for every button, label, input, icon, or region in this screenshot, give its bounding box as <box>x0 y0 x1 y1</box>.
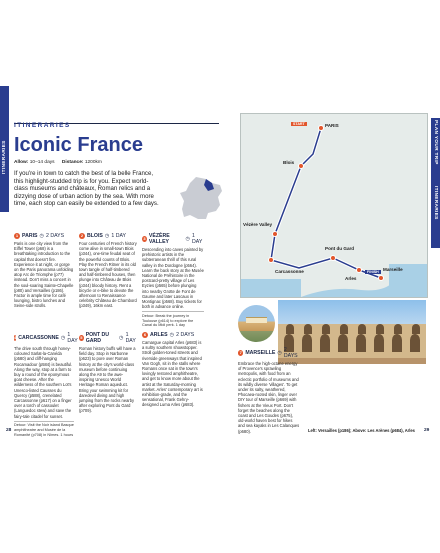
map-pin-arles[interactable] <box>356 267 362 273</box>
route-map[interactable] <box>240 113 428 298</box>
step-number: 1 <box>15 233 19 238</box>
step-body: Roman history buffs will have a field day. Stop in Narbonne (p623) to pore over Roman history at the city's world-class museum before continuing along the A9 to the awe-inspiring Unesco World Heritage Roman aqueduct. Bring your swimming kit for daredevil diving and high jumping from the rocks nearby after exploring Pont du Gard (p709). <box>79 346 136 414</box>
page-number-right: 29 <box>424 428 430 433</box>
section-label: ITINERARIES <box>14 122 71 129</box>
step-body: Descending into caves painted by prehistoric artists in the subterranean thrill of this rural valley in the Dordogne (p564). Learn the back story at the Musée National de Préhistoire in the postcard-pretty village of Les Eyzies (p565) before plunging into nearby Grotte de Font de Gaume and later Lascaux in Montignac (p568). Buy tickets for both in advance online. <box>142 247 204 310</box>
step-body: Paris is one city view from the Eiffel Tower (p68) is a breathtaking introduction to the capital that doesn't fire. Experience it at night, or gorge on the Paris panorama unfolding atop Arc de Triomphe (p77) instead. Don't miss a concert in the soul-soaring Sainte-Chapelle (p80) and Versailles (p186). Factor in ample time for café lounging, bistro lunches and Seine-side strolls. <box>14 241 74 309</box>
start-marker: START <box>293 122 305 126</box>
map-label-carcassonne: Carcassonne <box>275 269 304 274</box>
trip-facts <box>14 160 102 165</box>
step-days: 1 DAY <box>192 233 203 245</box>
step-body: Embrace the high-octane energy of Provence's sprawling metropolis, with food from an eclectic portfolio of museums and its wildly diverse 'villages'. To get under its salty, weathered, Phocaea-rooted skin, linger over DIY tour of Marseille (p669) with fishers at the Vieux Port. Don't forget the beaches along the coast and Les Goudes (p675), old-world haven best for hikes and sea kayaks in Les Calanques (p680). <box>238 361 300 434</box>
map-pin-pont-du-gard[interactable] <box>330 255 336 261</box>
map-label-vezere: Vézère Valley <box>243 222 273 227</box>
france-locator-icon <box>176 175 226 223</box>
step-number: 4 <box>14 335 17 340</box>
step-name: ARLES <box>150 332 168 338</box>
distance-label: Distance: <box>61 160 84 165</box>
map-pin-marseille[interactable] <box>378 275 384 281</box>
left-tab-label: ITINERARIES <box>2 140 7 174</box>
map-label-pont-du-gard: Pont du Gard <box>325 246 355 251</box>
photo-caption: Left: Versailles (p186); Above: Les Arènes (p684), Arles <box>308 428 415 433</box>
step-days: 1 DAY <box>111 233 126 239</box>
step-3: 3 VÉZÈRE VALLEY ◷ 1 DAY Descending into caves painted by prehistoric artists in the subterranean thrill of this rural valley in the Dordogne (p564). Learn the back story at the Musée National de Préhistoire in the postcard-pretty village of Les Eyzies (p565) before plunging into nearby Grotte de Font de Gaume and later Lascaux in Montignac (p568). Buy tickets for both in advance online. Detour: Break the journey in Toulouse (p614) to explore the Canal du Midi perk. 1 day <box>142 233 204 328</box>
step-body: The drive south through honey-coloured Sarlat-la-Canéda (p580) and cliff-hanging Rocamadour (p584) is beautiful. Along the way, stop at a farm to buy a round of the eponymous goat cheese. After the wilderness of the southern Lot's Unesco-listed Causses du Quercy (p588), crenelated Carcassonne (p617) on a finger over a torch of cassoulet (Languedoc stew) and save the fairy-tale citadel for sunset. <box>14 346 73 419</box>
map-pin-vezere[interactable] <box>272 231 278 237</box>
step-number: 6 <box>143 332 147 337</box>
map-pin-blois[interactable] <box>298 163 304 169</box>
step-body: Camargue capital Arles (p683) is a sultry southern showstopper. Stroll golden-toned streets and riverside greenways that inspired Van Gogh, sit in the stalls where Romans once sat in the town's lovingly restored amphitheatre, and get to know more about the artist at the Saturday-morning market. Arles' contemporary art is exhibition-grade, and the sensational, Frank Gehry-designed Luma Arles (p683). <box>142 340 203 408</box>
map-pin-carcassonne[interactable] <box>268 257 274 263</box>
step-number: 2 <box>80 233 84 238</box>
step-name: MARSEILLE <box>245 350 276 356</box>
step-4: 4 CARCASSONNE ◷ 1 DAY The drive south through honey-coloured Sarlat-la-Canéda (p580) and cliff-hanging Rocamadour (p584) is beautiful. Along the way, stop at a farm to buy a round of the eponymous goat cheese. After the wilderness of the southern Lot's Unesco-listed Causses du Quercy (p588), crenelated Carcassonne (p617) on a finger over a torch of cassoulet (Languedoc stew) and save the fairy-tale citadel for sunset. Detour: Visit the Noir island Basque amphitheatre and Musée de la Romanité (p708) in Nîmes. 1 hours <box>14 332 78 437</box>
page-title: Iconic France <box>14 134 143 156</box>
step-name: PONT DU GARD <box>85 332 110 344</box>
right-section-tab[interactable] <box>431 118 440 248</box>
step-number: 7 <box>239 350 242 355</box>
page-number-left: 28 <box>6 428 12 433</box>
left-section-tab[interactable] <box>0 86 9 212</box>
step-days: 1 DAY <box>125 332 136 344</box>
arenes-photo <box>278 300 426 364</box>
detour-note: Detour: Visit the Noir island Basque amphitheatre and Musée de la Romanité (p708) in Nîmes. 1 hours <box>14 421 74 438</box>
right-tab-label-2: ITINERARIES <box>433 186 438 220</box>
allow-label: Allow: <box>14 160 29 165</box>
step-days: 1 DAY <box>67 332 78 344</box>
step-body: Four centuries of French history come alive in small-town Blois (p344), one-time feudal seat of the powerful counts of Blois. Play the French Ritner in its old town tangle of half-timbered and half-timbered houses, then plunge into Château de Blois (p344) bloody history. Rent a bicycle or e-bike to devote the afternoon to Renaissance celebrity Château de Chambord (p349), 16km east. <box>79 241 137 309</box>
step-5: 5 PONT DU GARD ◷ 1 DAY Roman history buffs will have a field day. Stop in Narbonne (p623) to pore over Roman history at the city's world-class museum before continuing along the A9 to the awe-inspiring Unesco World Heritage Roman aqueduct. Bring your swimming kit for daredevil diving and high jumping from the rocks nearby after exploring Pont du Gard (p709). <box>79 332 136 414</box>
step-name: VÉZÈRE VALLEY <box>148 233 170 245</box>
step-7: 7 MARSEILLE ◷ 2 DAYS Embrace the high-octane energy of Provence's sprawling metropolis, with food from an eclectic portfolio of museums and its wildly diverse 'villages'. To get under its salty, weathered, Phocaea-rooted skin, linger over DIY tour of Marseille (p669) with fishers at the Vieux Port. Don't forget the beaches along the coast and Les Goudes (p675), old-world haven best for hikes and sea kayaks in Les Calanques (p680). <box>238 347 300 434</box>
step-name: PARIS <box>22 233 38 239</box>
step-days: 2 DAYS <box>283 347 298 359</box>
step-2: 2 BLOIS ◷ 1 DAY Four centuries of French history come alive in small-town Blois (p344), one-time feudal seat of the powerful counts of Blois. Play the French Ritner in its old town tangle of half-timbered and half-timbered houses, then plunge into Château de Blois (p344) bloody history. Rent a bicycle or e-bike to devote the afternoon to Renaissance celebrity Château de Chambord (p349), 16km east. <box>79 233 137 309</box>
detour-note: Detour: Break the journey in Toulouse (p614) to explore the Canal du Midi perk. 1 day <box>142 311 204 328</box>
map-label-blois: Blois <box>283 160 295 165</box>
arenes-arches <box>278 300 426 364</box>
step-name: BLOIS <box>87 233 103 239</box>
step-days: 2 DAYS <box>176 332 195 338</box>
map-pin-paris[interactable] <box>318 125 324 131</box>
finish-marker: FINISH <box>367 270 379 274</box>
step-1: 1 PARIS ◷ 2 DAYS Paris is one city view from the Eiffel Tower (p68) is a breathtaking introduction to the capital that doesn't fire. Experience it at night, or gorge on the Paris panorama unfolding atop Arc de Triomphe (p77) instead. Don't miss a concert in the soul-soaring Sainte-Chapelle (p80) and Versailles (p186). Factor in ample time for café lounging, bistro lunches and Seine-side strolls. <box>14 233 74 309</box>
allow-value: 10–14 days <box>29 160 55 165</box>
map-label-arles: Arles <box>345 276 357 281</box>
map-label-paris: PARIS <box>325 123 339 128</box>
step-days: 2 DAYS <box>46 233 65 239</box>
map-label-marseille: Marseille <box>383 267 403 272</box>
distance-value: 1200km <box>84 160 102 165</box>
step-6: 6 ARLES ◷ 2 DAYS Camargue capital Arles (p683) is a sultry southern showstopper. Stroll golden-toned streets and riverside greenways that inspired Van Gogh, sit in the stalls where Romans once sat in the town's lovingly restored amphitheatre, and get to know more about the artist at the Saturday-morning market. Arles' contemporary art is exhibition-grade, and the sensational, Frank Gehry-designed Luma Arles (p683). <box>142 332 203 408</box>
step-number: 3 <box>143 236 146 241</box>
step-name: CARCASSONNE <box>18 335 59 341</box>
right-tab-label: PLAN YOUR TRIP <box>433 120 438 165</box>
versailles-photo <box>238 305 275 342</box>
step-number: 5 <box>80 335 83 340</box>
intro-text: If you're in town to catch the best of la belle France, this highlight-studded trip is for you. Expect world-class museums and châteaux, Roman relics and a dizzying dose of urban action by the sea. With more time, each stop can easily be extended to a few days. <box>14 170 159 208</box>
